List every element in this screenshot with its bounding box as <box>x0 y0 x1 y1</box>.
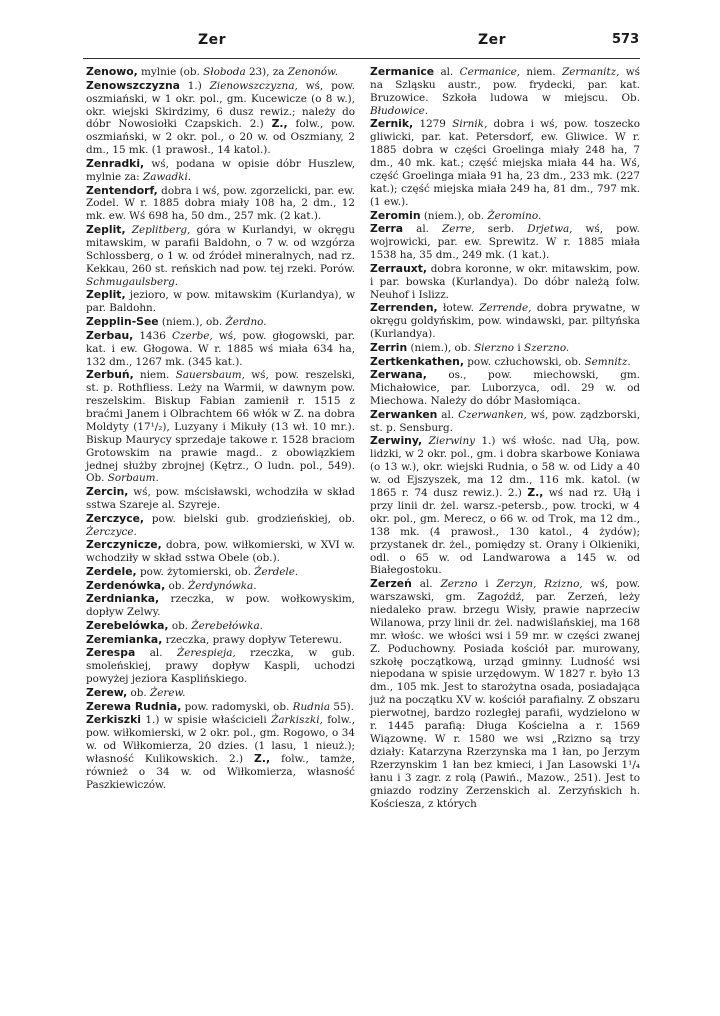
entry-text: wś na Szląsku austr., pow. frydecki, par. kat. Bruzowice. Szkoła ludowa w miejscu. Ob. <box>370 66 640 104</box>
entry-italic-text: Rudnia <box>292 700 331 713</box>
entry-headword: Zerczyce, <box>86 511 145 525</box>
entry-italic-text: Drjetwa, <box>527 223 573 236</box>
entry-headword: Zerdnianka, <box>86 592 160 606</box>
entry-text: 1279 <box>413 118 453 131</box>
dictionary-entry <box>370 66 640 118</box>
entry-headword: Zertkenkathen, <box>370 354 464 368</box>
dictionary-entry <box>86 185 355 224</box>
entry-italic-text: Czerbe, <box>172 329 213 342</box>
entry-headword: Zerwiny, <box>370 434 423 448</box>
entry-italic-text: Sauersbaum, <box>175 369 245 382</box>
entry-bold-abbrev: Z., <box>254 752 271 766</box>
entry-text: wś, pow. oszmiański, w 1 okr. pol., gm. Kucewicze (o 8 w.), okr. wiejski Skirdzimy, 6 dusz rewiz.; należy do dóbr Nowosiołki Czapskich. 2.) <box>86 79 355 131</box>
entry-headword: Zerra <box>370 222 404 236</box>
dictionary-entry <box>86 593 355 619</box>
entry-text: 55). <box>330 700 354 713</box>
entry-headword: Zerebelówka, <box>86 619 169 633</box>
dictionary-entry <box>86 66 355 79</box>
entry-text: 23), za <box>245 66 288 78</box>
dictionary-entry <box>86 620 355 633</box>
dictionary-entry <box>86 316 355 329</box>
entry-italic-text: Zienowszczyzna, <box>209 79 298 92</box>
entry-headword: Zerczynicze, <box>86 538 162 552</box>
entry-headword: Zeplit, <box>86 288 126 302</box>
entry-headword: Zeplit, <box>86 223 126 237</box>
entry-text: niem. <box>520 66 563 78</box>
dictionary-entry <box>86 566 355 579</box>
entry-text: al. <box>411 578 441 591</box>
entry-text: rzeczka, prawy dopływ Teterewu. <box>162 633 343 646</box>
entry-headword: Zepplin-See <box>86 315 159 328</box>
entry-italic-text: Zierwiny <box>428 435 476 448</box>
dictionary-entry <box>86 289 355 315</box>
entry-italic-text: Zerrende, <box>479 302 532 315</box>
dictionary-entry <box>86 701 355 714</box>
entry-text: al. <box>434 66 460 78</box>
dictionary-entry <box>370 210 640 223</box>
entry-text: wś, podana w opisie dóbr Huszlew, mylnie za: <box>86 157 355 183</box>
entry-text: ob. <box>168 620 192 633</box>
entry-italic-text: Czerwanken, <box>458 408 527 421</box>
dictionary-entry <box>86 80 355 157</box>
dictionary-entry <box>370 302 640 341</box>
entry-text: dobra prywatne, w okręgu goldyńskim, pow. windawski, par. piltyńska (Kurlandya). <box>370 302 640 341</box>
entry-headword: Zerbuń, <box>86 368 134 382</box>
entry-text: wś, pow. mścisławski, wchodziła w skład sstwa Szareje al. Szyreje. <box>86 486 355 512</box>
entry-headword: Zenowo, <box>86 65 138 78</box>
dictionary-entry <box>86 687 355 700</box>
entry-italic-text: Zerzno <box>440 578 478 591</box>
entry-text: pow. bielski gub. grodzieńskiej, ob. <box>144 512 355 525</box>
entry-headword: Zerrenden, <box>370 301 438 315</box>
entry-text: pow. żytomierski, ob. <box>136 566 255 578</box>
entry-headword: Zerwana, <box>370 368 427 382</box>
entry-text: i <box>477 578 497 591</box>
entry-text: wś, pow. warszawski, gm. Zagoźdź, par. Zerzeń, leży niedaleko praw. brzegu Wisły, prawie naprzeciw Wilanowa, przy linii dr. żel. nadwiślańskiej, ma 168 mr. włośc. we włości wsi i 59 mr. w części zwanej Z. Poduchowny. Posiada kościół par. murowany, szkołę początkową, urząd gminny. Ludność wsi niepodana w spisie urzędowym. W 1827 r. było 13 dm., 105 mk. Jest to starożytna osada, posiadająca już na początku XV w. kościół parafialny. Z obszaru pierwotnej, bardzo rozległej parafii, wydzielono w r. 1445 parafią: Długa Kościelna a r. 1569 Wiązownę. W r. 1580 we wsi „Rzizno są trzy działy: Katarzyna Rzerzynska ma 1 łan, po Jerzym Rzerzynskim 1 łan bez kmieci, i Jan Lasowski 1¹/₄ łanu i 3 zagr. z rolą (Pawiń., Mazow., 251). Jest to gniazdo rodziny Zerzenskich al. Zerzyńskich h. Kościesza, z których <box>370 578 640 810</box>
entry-headword: Zerrin <box>370 340 408 354</box>
dictionary-entry <box>86 330 355 369</box>
entry-headword: Zernik, <box>370 117 414 131</box>
entry-text: folw., pow. wiłkomierski, w 2 okr. pol., gm. Rogowo, o 34 w. od Wiłkomierza, 20 dzies. (1 lasu, 1 nieuż.); własność Kulikowskich. 2.) <box>86 714 355 766</box>
entry-headword: Zerewa Rudnia, <box>86 699 182 713</box>
dictionary-entry <box>86 369 355 485</box>
entry-italic-text: Zenonów. <box>287 66 339 78</box>
entry-italic-text: Zeplitberg, <box>131 224 191 237</box>
entry-text: wś, pow. wojrowicki, par. ew. Sprewitz. W r. 1885 miała 1538 ha, 35 dm., 249 mk. (1 kat.). <box>370 223 640 262</box>
entry-italic-text: Żerew. <box>150 686 186 699</box>
entry-text: al. <box>135 647 178 660</box>
entry-italic-text: Żarkiszki, <box>271 714 323 727</box>
entry-headword: Zerbau, <box>86 328 134 342</box>
entry-headword: Zermanice <box>370 65 435 78</box>
dictionary-entry <box>370 578 640 810</box>
entry-text: 1.) wś włośc. nad Ułą, pow. lidzki, w 2 okr. pol., gm. i dobra skarbowe Koniawa (o 13 w.), okr. wiejski Rudnia, o 58 w. od Lidy a 40 w. od Ejszyszek, ma 12 dm., 116 mk. katol. (w 1865 r. 74 dusz rewiz.). 2.) <box>370 435 640 499</box>
entry-text: dobra koronne, w okr. mitawskim, pow. i par. bowska (Kurlandya). Do dóbr należą folw. Neuhof i Islizz. <box>370 262 640 301</box>
entry-text: dobra i wś, pow. toszecko gliwicki, par. kat. Petersdorf, ew. Gliwice. W r. 1885 dobra w części Groelinga miały 248 ha, 7 dm., 40 mk. kat.; część miejska miała 44 ha. Wś, część Groelinga miała 91 ha, 23 dm., 233 mk. (227 kat.); część miejska miała 249 ha, 81 dm., 797 mk. (1 ew.). <box>370 118 640 208</box>
entry-text: łotew. <box>437 302 480 315</box>
entry-headword: Zerwanken <box>370 407 438 421</box>
entry-text: jezioro, w pow. mitawskim (Kurlandya), w par. Baldohn. <box>86 289 355 315</box>
entry-text: ob. <box>127 686 151 699</box>
dictionary-entry <box>86 486 355 512</box>
dictionary-entry <box>370 263 640 302</box>
entry-text: pow. radomyski, ob. <box>181 700 293 713</box>
dictionary-entry <box>86 224 355 289</box>
entry-italic-text: Błudowice. <box>370 104 429 117</box>
dictionary-entry <box>86 539 355 565</box>
dictionary-entry <box>86 714 355 791</box>
entry-text: dobra i wś, pow. zgorzelicki, par. ew. Zodel. W r. 1885 dobra miały 108 ha, 2 dm., 12 mk. ew. Wś 698 ha, 50 dm., 257 mk. (2 kat.). <box>86 184 355 223</box>
entry-italic-text: Żerespieja, <box>177 647 236 660</box>
entry-italic-text: Żerebełówka. <box>191 620 263 633</box>
entry-headword: Zercin, <box>86 485 129 499</box>
dictionary-entry <box>86 634 355 647</box>
entry-italic-text: Szerzno. <box>523 341 570 354</box>
right-column <box>370 66 640 811</box>
dictionary-entry <box>86 158 355 184</box>
left-column <box>86 66 355 793</box>
entry-bold-abbrev: Z., <box>271 117 288 131</box>
header-rule-right <box>367 58 640 59</box>
entry-italic-text: Zerre, <box>442 223 475 236</box>
entry-headword: Zenowszczyzna <box>86 78 180 92</box>
dictionary-entry <box>86 513 355 539</box>
entry-text: (niem.), ob. <box>420 209 488 222</box>
entry-text: ob. <box>165 579 189 592</box>
entry-text: rzeczka, w pow. wołkowyskim, dopływ Zelwy. <box>86 593 355 619</box>
entry-italic-text: Sierzno <box>474 341 515 354</box>
entry-headword: Zerdenówka, <box>86 578 166 592</box>
entry-headword: Zerdele, <box>86 565 137 578</box>
entry-text: i <box>514 341 524 354</box>
entry-italic-text: Zawadki. <box>143 170 192 183</box>
entry-headword: Zeremianka, <box>86 632 163 646</box>
entry-headword: Zerkiszki <box>86 713 141 727</box>
entry-italic-text: Żerdno. <box>225 316 267 328</box>
entry-italic-text: Żerdele. <box>254 566 299 578</box>
entry-text: góra w Kurlandyi, w okręgu mitawskim, w parafii Baldohn, o 7 w. od wzgórza Schlossberg, o 1 w. od źródeł mineralnych, nad rz. Kekkau, 260 st. reńskich nad pow. tej rzeki. Porów. <box>86 224 355 275</box>
entry-text: (niem.), ob. <box>158 316 226 328</box>
entry-italic-text: Żerdynówka. <box>188 579 257 592</box>
dictionary-entry <box>370 356 640 369</box>
entry-italic-text: Cermanice, <box>459 66 521 78</box>
entry-text: wś nad rz. Ułą i przy linii dr. żel. warsz.-petersb., pow. trocki, w 4 okr. pol., gm. Merecz, o 66 w. od Trok, ma 12 dm., 138 mk. (4 prawosł., 130 katol., 4 żydów); przystanek dr. żel., pomiędzy st. Orany i Olkieniki, odl. o 65 w. od Landwarowa a 145 w. od Białegostoku. <box>370 486 640 577</box>
entry-text: folw., pow. oszmiański, w 2 okr. pol., o 20 w. od Oszmiany, 2 dm., 15 mk. (1 prawosł., 14 katol.). <box>86 118 356 157</box>
entry-italic-text: Schmugaulsberg. <box>86 275 179 288</box>
entry-text: 1436 <box>133 329 173 342</box>
running-head-right: Zer <box>478 32 507 48</box>
entry-text: 1.) <box>179 79 210 92</box>
entry-text: dobra, pow. wiłkomierski, w XVI w. wchodziły w skład sstwa Obele (ob.). <box>86 539 355 565</box>
entry-italic-text: Żeromino. <box>487 209 542 222</box>
entry-italic-text: Żerczyce. <box>86 525 137 538</box>
entry-text: folw., tamże, również o 34 w. od Wiłkomierza, własność Paszkiewiczów. <box>86 753 355 791</box>
running-head-left: Zer <box>198 32 227 48</box>
entry-text: al. <box>437 408 459 421</box>
dictionary-entry <box>370 118 640 208</box>
entry-text: mylnie (ob. <box>137 66 204 78</box>
header-rule-left <box>83 58 367 59</box>
entry-text: pow. człuchowski, ob. <box>463 355 585 368</box>
dictionary-entry <box>370 342 640 355</box>
entry-text: rzeczka, w gub. smoleńskiej, prawy dopływ Kaspli, uchodzi powyżej jeziora Kasplińskiego. <box>86 647 355 686</box>
dictionary-entry <box>370 369 640 408</box>
entry-text: serb. <box>474 223 528 236</box>
page-number: 573 <box>612 32 640 47</box>
dictionary-entry <box>370 223 640 262</box>
entry-bold-abbrev: Z., <box>527 485 544 499</box>
entry-italic-text: Sirnik, <box>452 118 488 131</box>
dictionary-entry <box>370 409 640 435</box>
dictionary-entry <box>86 647 355 686</box>
entry-italic-text: Zermanitz, <box>562 66 620 78</box>
entry-text: os., pow. miechowski, gm. Michałowice, par. Luborzyca, odl. 29 w. od Miechowa. Należy do dóbr Masłomiąca. <box>370 369 640 408</box>
entry-headword: Zerrauxt, <box>370 261 427 275</box>
entry-text: wś, pow. ządzborski, st. p. Sensburg. <box>370 408 641 434</box>
entry-italic-text: Słoboda <box>203 66 246 78</box>
entry-headword: Zerew, <box>86 685 128 699</box>
entry-headword: Zentendorf, <box>86 183 158 197</box>
entry-text: niem. <box>133 369 176 382</box>
entry-italic-text: Zerzyn, Rzizno, <box>496 578 583 591</box>
dictionary-entry <box>86 580 355 593</box>
entry-text: 1.) w spisie właścicieli <box>140 714 272 727</box>
entry-headword: Zeromin <box>370 208 421 222</box>
entry-italic-text: Semnitz. <box>584 355 631 368</box>
entry-text: wś, pow. głogowski, par. kat. i ew. Głogowa. W r. 1885 wś miała 634 ha, 132 dm., 1267 mk. (345 kat.). <box>86 329 355 368</box>
entry-text: wś, pow. reszelski, st. p. Rothfliess. Leży na Warmii, w dawnym pow. reszelskim. Biskup Fabian zamienił r. 1515 z braćmi Janem i Olbrachtem 66 włók w Z. na dobra Moldyty (17¹/₂), Luzyany i Mikuły (13 wł. 10 mr.). Biskup Maurycy sprzedaje takowe r. 1528 braciom Grotowskim na prawie magd.. z obowiązkiem jednej służby zbrojnej (Kętrz., O ludn. pol., 549). Ob. <box>86 369 355 485</box>
entry-headword: Zerzeń <box>370 577 412 591</box>
entry-text: al. <box>403 223 442 236</box>
entry-headword: Zerespa <box>86 646 136 660</box>
entry-text: (niem.), ob. <box>407 341 475 354</box>
dictionary-entry <box>370 435 640 577</box>
entry-italic-text: Sorbaum. <box>107 472 159 485</box>
entry-headword: Zenradki, <box>86 156 145 170</box>
